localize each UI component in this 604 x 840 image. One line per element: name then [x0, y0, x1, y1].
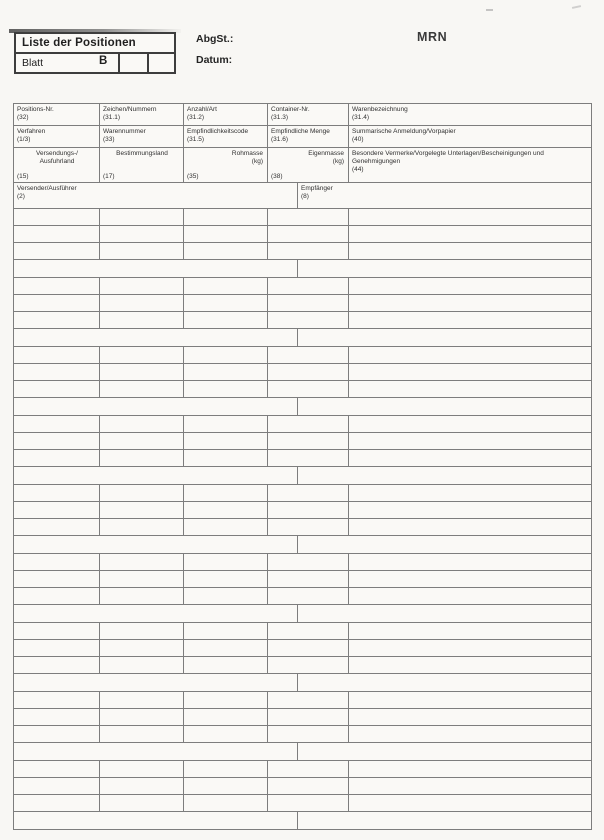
- empty-cell: [14, 640, 100, 656]
- header-label: Empfindlichkeitscode: [187, 128, 249, 135]
- empty-cell: [14, 795, 100, 811]
- blatt-label: Blatt: [22, 57, 44, 69]
- empty-cell: [184, 347, 268, 363]
- empty-cell: [14, 812, 298, 829]
- header-label: Bestimmungsland: [116, 150, 168, 157]
- table-row-versender-empfaenger: [14, 329, 591, 347]
- header-code: (1/3): [17, 135, 31, 143]
- empty-cell: [100, 485, 184, 501]
- empty-cell: [184, 416, 268, 432]
- header-label: Besondere Vermerke/Vorgelegte Unterlagen/Bescheinigungen und Genehmigungen: [352, 150, 544, 165]
- header-cell-verfahren: [14, 126, 100, 147]
- empty-cell: [100, 295, 184, 311]
- empty-cell: [268, 312, 349, 328]
- empty-cell: [100, 571, 184, 587]
- header-label: Anzahl/Art: [187, 106, 217, 113]
- header-label: (kg): [251, 157, 263, 165]
- header-cell-empfindlichkeitscode: [184, 126, 268, 147]
- table-row-versender-empfaenger: [14, 605, 591, 623]
- header-cell-rohmasse: [184, 148, 268, 182]
- header-row-4: [14, 183, 591, 209]
- header-cell-versendungsland: [14, 148, 100, 182]
- header-label: Empfindliche Menge: [271, 128, 330, 135]
- table-row-versender-empfaenger: [14, 536, 591, 554]
- header-cell-empfindliche-menge: [268, 126, 349, 147]
- table-row-versender-empfaenger: [14, 743, 591, 761]
- empty-cell: [268, 347, 349, 363]
- empty-cell: [100, 450, 184, 466]
- empty-cell: [268, 485, 349, 501]
- empty-cell: [349, 726, 591, 742]
- empty-cell: [184, 554, 268, 570]
- empty-cell: [184, 450, 268, 466]
- empty-cell: [268, 571, 349, 587]
- table-row: [14, 588, 591, 605]
- empty-cell: [349, 588, 591, 604]
- header-cell-besondere-vermerke: [349, 148, 591, 182]
- header-code: (15): [17, 173, 29, 181]
- table-body: [14, 209, 591, 830]
- empty-cell: [349, 640, 591, 656]
- empty-cell: [14, 657, 100, 673]
- empty-cell: [100, 554, 184, 570]
- empty-cell: [14, 260, 298, 277]
- table-row: [14, 433, 591, 450]
- empty-cell: [14, 709, 100, 725]
- header-cell-positions-nr: [14, 104, 100, 125]
- empty-cell: [100, 778, 184, 794]
- empty-cell: [14, 467, 298, 484]
- table-row: [14, 795, 591, 812]
- table-row: [14, 347, 591, 364]
- empty-cell: [14, 485, 100, 501]
- header-label: (kg): [332, 157, 344, 165]
- empty-cell: [349, 485, 591, 501]
- datum-label: Datum:: [196, 54, 233, 66]
- empty-cell: [14, 778, 100, 794]
- empty-cell: [349, 278, 591, 294]
- empty-cell: [298, 536, 591, 553]
- empty-cell: [100, 381, 184, 397]
- empty-cell: [268, 364, 349, 380]
- empty-cell: [14, 623, 100, 639]
- table-row: [14, 209, 591, 226]
- empty-cell: [349, 416, 591, 432]
- header-label: Versendungs-/: [36, 150, 78, 157]
- header-code: (31.4): [352, 113, 369, 121]
- empty-cell: [100, 502, 184, 518]
- table-row: [14, 761, 591, 778]
- header-code: (31.6): [271, 135, 288, 143]
- header-label: Ausfuhrland: [39, 157, 75, 165]
- empty-cell: [349, 709, 591, 725]
- empty-cell: [298, 605, 591, 622]
- empty-cell: [184, 795, 268, 811]
- empty-cell: [100, 312, 184, 328]
- table-row: [14, 640, 591, 657]
- empty-cell: [268, 226, 349, 242]
- empty-cell: [268, 433, 349, 449]
- empty-cell: [100, 588, 184, 604]
- table-row: [14, 295, 591, 312]
- scan-artifact: [486, 9, 493, 11]
- empty-cell: [100, 795, 184, 811]
- empty-cell: [268, 709, 349, 725]
- empty-cell: [349, 347, 591, 363]
- empty-cell: [184, 295, 268, 311]
- table-row: [14, 312, 591, 329]
- empty-cell: [14, 347, 100, 363]
- header-cell-zeichen-nummern: [100, 104, 184, 125]
- header-label: Positions-Nr.: [17, 106, 54, 113]
- empty-cell: [14, 450, 100, 466]
- empty-cell: [14, 536, 298, 553]
- empty-cell: [100, 433, 184, 449]
- table-row: [14, 450, 591, 467]
- header-cell-bestimmungsland: [100, 148, 184, 182]
- header-label: Verfahren: [17, 128, 46, 135]
- empty-cell: [184, 657, 268, 673]
- header-code: (38): [271, 173, 283, 181]
- table-row: [14, 623, 591, 640]
- empty-cell: [184, 761, 268, 777]
- table-row-versender-empfaenger: [14, 398, 591, 416]
- empty-cell: [184, 623, 268, 639]
- header-code: (17): [103, 173, 115, 181]
- empty-cell: [268, 554, 349, 570]
- empty-cell: [349, 761, 591, 777]
- empty-cell: [268, 778, 349, 794]
- header-code: (31.5): [187, 135, 204, 143]
- empty-cell: [100, 416, 184, 432]
- header-code: (44): [352, 165, 364, 173]
- table-row: [14, 381, 591, 398]
- empty-cell: [100, 709, 184, 725]
- empty-cell: [14, 381, 100, 397]
- empty-cell: [349, 312, 591, 328]
- empty-cell: [14, 226, 100, 242]
- empty-cell: [268, 450, 349, 466]
- header-code: (31.3): [271, 113, 288, 121]
- empty-cell: [184, 502, 268, 518]
- empty-cell: [268, 209, 349, 225]
- empty-cell: [14, 502, 100, 518]
- empty-cell: [268, 243, 349, 259]
- empty-cell: [349, 778, 591, 794]
- table-row-versender-empfaenger: [14, 674, 591, 692]
- table-row-versender-empfaenger: [14, 467, 591, 485]
- empty-cell: [349, 433, 591, 449]
- empty-cell: [298, 674, 591, 691]
- empty-cell: [100, 243, 184, 259]
- empty-cell: [349, 554, 591, 570]
- empty-cell: [14, 761, 100, 777]
- header-label: Warenbezeichnung: [352, 106, 408, 113]
- empty-cell: [14, 278, 100, 294]
- blatt-value: B: [99, 55, 108, 67]
- header-label: Zeichen/Nummern: [103, 106, 157, 113]
- empty-cell: [184, 226, 268, 242]
- empty-cell: [100, 657, 184, 673]
- empty-cell: [349, 243, 591, 259]
- empty-cell: [14, 554, 100, 570]
- blatt-row: [16, 54, 174, 72]
- empty-cell: [14, 433, 100, 449]
- empty-cell: [184, 312, 268, 328]
- empty-cell: [184, 726, 268, 742]
- empty-cell: [298, 260, 591, 277]
- empty-cell: [268, 726, 349, 742]
- empty-cell: [100, 692, 184, 708]
- empty-cell: [349, 381, 591, 397]
- empty-cell: [100, 209, 184, 225]
- scan-artifact: [572, 5, 581, 9]
- header-cell-warennummer: [100, 126, 184, 147]
- empty-cell: [298, 329, 591, 346]
- table-row-versender-empfaenger: [14, 812, 591, 830]
- header-label: Summarische Anmeldung/Vorpapier: [352, 128, 456, 135]
- empty-cell: [184, 364, 268, 380]
- header-label: Eigenmasse: [308, 150, 344, 157]
- empty-cell: [268, 657, 349, 673]
- empty-cell: [14, 519, 100, 535]
- table-row: [14, 657, 591, 674]
- header-cell-empfaenger: [298, 183, 591, 208]
- header-label: Empfänger: [301, 185, 333, 192]
- table-row: [14, 278, 591, 295]
- empty-cell: [184, 381, 268, 397]
- empty-cell: [184, 709, 268, 725]
- empty-cell: [268, 795, 349, 811]
- form-title: Liste der Positionen: [16, 34, 174, 54]
- header-code: (40): [352, 135, 364, 143]
- empty-cell: [184, 485, 268, 501]
- header-code: (8): [301, 192, 309, 200]
- empty-cell: [184, 243, 268, 259]
- empty-cell: [349, 295, 591, 311]
- table-row: [14, 726, 591, 743]
- header-code: (2): [17, 192, 25, 200]
- empty-cell: [268, 381, 349, 397]
- empty-cell: [268, 640, 349, 656]
- header-cell-eigenmasse: [268, 148, 349, 182]
- empty-cell: [349, 502, 591, 518]
- empty-cell: [14, 312, 100, 328]
- empty-cell: [349, 571, 591, 587]
- table-row: [14, 709, 591, 726]
- empty-cell: [268, 588, 349, 604]
- table-row: [14, 554, 591, 571]
- empty-cell: [100, 278, 184, 294]
- empty-cell: [349, 450, 591, 466]
- header-cell-summarische-anmeldung: [349, 126, 591, 147]
- empty-cell: [349, 364, 591, 380]
- header-cell-versender: [14, 183, 298, 208]
- empty-cell: [184, 778, 268, 794]
- empty-cell: [298, 812, 591, 829]
- empty-cell: [184, 571, 268, 587]
- empty-cell: [268, 295, 349, 311]
- empty-cell: [349, 209, 591, 225]
- empty-cell: [298, 743, 591, 760]
- header-cell-container-nr: [268, 104, 349, 125]
- empty-cell: [298, 467, 591, 484]
- empty-cell: [100, 226, 184, 242]
- title-box: [14, 32, 176, 74]
- empty-cell: [14, 416, 100, 432]
- empty-cell: [349, 519, 591, 535]
- empty-cell: [14, 674, 298, 691]
- empty-cell: [268, 692, 349, 708]
- empty-cell: [14, 243, 100, 259]
- table-row: [14, 502, 591, 519]
- empty-cell: [268, 519, 349, 535]
- empty-cell: [14, 398, 298, 415]
- empty-cell: [268, 502, 349, 518]
- blatt-empty-cell-1: [118, 54, 147, 72]
- header-code: (35): [187, 173, 199, 181]
- empty-cell: [100, 726, 184, 742]
- empty-cell: [184, 588, 268, 604]
- empty-cell: [14, 571, 100, 587]
- empty-cell: [14, 726, 100, 742]
- table-row: [14, 243, 591, 260]
- empty-cell: [14, 295, 100, 311]
- empty-cell: [349, 692, 591, 708]
- header-code: (32): [17, 113, 29, 121]
- positions-table: [13, 103, 592, 830]
- empty-cell: [268, 761, 349, 777]
- empty-cell: [184, 640, 268, 656]
- table-row: [14, 692, 591, 709]
- empty-cell: [100, 364, 184, 380]
- mrn-label: MRN: [417, 30, 448, 44]
- empty-cell: [349, 623, 591, 639]
- header-label: Rohmasse: [231, 150, 263, 157]
- abgst-label: AbgSt.:: [196, 33, 234, 45]
- empty-cell: [100, 519, 184, 535]
- table-row: [14, 519, 591, 536]
- table-row: [14, 416, 591, 433]
- empty-cell: [14, 743, 298, 760]
- header-label: Warennummer: [103, 128, 146, 135]
- empty-cell: [14, 605, 298, 622]
- empty-cell: [268, 416, 349, 432]
- empty-cell: [349, 795, 591, 811]
- header-label: Container-Nr.: [271, 106, 310, 113]
- empty-cell: [100, 761, 184, 777]
- empty-cell: [349, 226, 591, 242]
- table-row: [14, 778, 591, 795]
- empty-cell: [184, 519, 268, 535]
- empty-cell: [100, 640, 184, 656]
- empty-cell: [298, 398, 591, 415]
- empty-cell: [100, 347, 184, 363]
- empty-cell: [268, 278, 349, 294]
- header-row-3: [14, 148, 591, 183]
- table-row-versender-empfaenger: [14, 260, 591, 278]
- blatt-empty-cell-2: [147, 54, 174, 72]
- empty-cell: [184, 209, 268, 225]
- header-label: Versender/Ausführer: [17, 185, 77, 192]
- empty-cell: [184, 433, 268, 449]
- table-row: [14, 364, 591, 381]
- empty-cell: [14, 364, 100, 380]
- empty-cell: [184, 692, 268, 708]
- header-cell-anzahl-art: [184, 104, 268, 125]
- table-row: [14, 485, 591, 502]
- table-row: [14, 571, 591, 588]
- empty-cell: [184, 278, 268, 294]
- table-row: [14, 226, 591, 243]
- empty-cell: [14, 329, 298, 346]
- empty-cell: [14, 588, 100, 604]
- empty-cell: [100, 623, 184, 639]
- header-code: (31.1): [103, 113, 120, 121]
- header-row-2: [14, 126, 591, 148]
- header-row-1: [14, 104, 591, 126]
- header-code: (31.2): [187, 113, 204, 121]
- empty-cell: [14, 209, 100, 225]
- header-cell-warenbezeichnung: [349, 104, 591, 125]
- empty-cell: [349, 657, 591, 673]
- blatt-cell: [16, 54, 118, 72]
- empty-cell: [14, 692, 100, 708]
- header-code: (33): [103, 135, 115, 143]
- empty-cell: [268, 623, 349, 639]
